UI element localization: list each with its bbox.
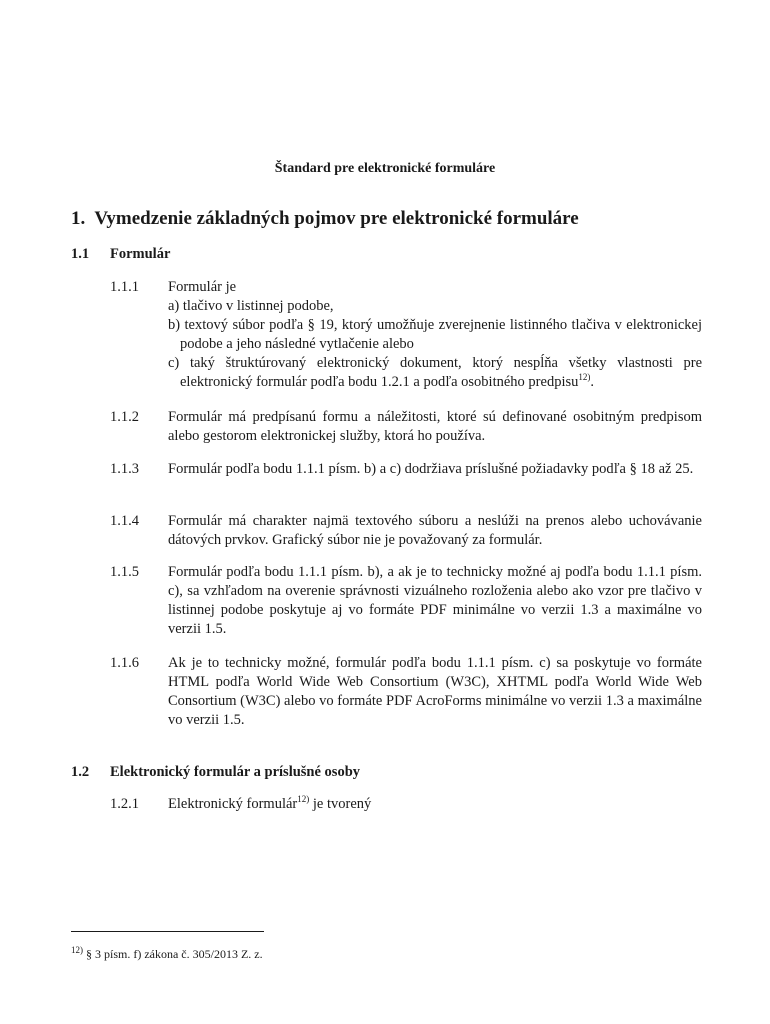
- footnote-reference: 12): [297, 794, 310, 805]
- paragraph-body: Ak je to technicky možné, formulár podľa bodu 1.1.1 písm. c) sa poskytuje vo formáte HTML podľa World Wide Web Consortium (W3C), XHTML podľa World Wide Web Consortium (W3C) alebo vo formáte PDF AcroForms minimálne vo verzii 1.3 a maximálne vo verzii 1.5.: [168, 655, 702, 728]
- subsection-number: 1.2: [71, 764, 90, 780]
- section-number: 1.: [71, 208, 86, 229]
- document-title: Štandard pre elektronické formuláre: [274, 161, 496, 176]
- paragraph-intro: Formulár je: [168, 279, 237, 295]
- list-item-c-text: c) taký štruktúrovaný elektronický dokument, ktorý nespĺňa všetky vlastnosti pre elektronický formulár podľa bodu 1.2.1 a podľa osobitného predpisu: [168, 355, 702, 390]
- paragraph-text: Elektronický formulár: [168, 796, 298, 812]
- paragraph-body: [168, 795, 702, 814]
- paragraph-body: Formulár podľa bodu 1.1.1 písm. b) a c) dodržiava príslušné požiadavky podľa § 18 až 25.: [168, 461, 694, 477]
- paragraph-text-end: je tvorený: [309, 796, 372, 812]
- paragraph-body: Formulár má predpísanú formu a náležitosti, ktoré sú definované osobitným predpisom alebo gestorom elektronickej služby, ktorá ho používa.: [168, 409, 702, 444]
- subsection-number: 1.1: [71, 246, 90, 262]
- list-item-a: a) tlačivo v listinnej podobe,: [168, 298, 334, 314]
- list-item-c-end: .: [590, 374, 594, 390]
- footnote-text: § 3 písm. f) zákona č. 305/2013 Z. z.: [83, 947, 263, 961]
- paragraph-number: 1.1.4: [110, 513, 139, 529]
- paragraph-number: 1.2.1: [110, 796, 139, 812]
- subsection-title: Elektronický formulár a príslušné osoby: [110, 764, 361, 780]
- paragraph-number: 1.1.1: [110, 279, 139, 295]
- footnote-divider: [71, 931, 264, 932]
- paragraph-body: [168, 278, 702, 392]
- subsection-title: Formulár: [110, 246, 171, 262]
- section-heading-1: [71, 208, 579, 230]
- paragraph-number: 1.1.3: [110, 461, 139, 477]
- paragraph-body: Formulár podľa bodu 1.1.1 písm. b), a ak je to technicky možné aj podľa bodu 1.1.1 písm. c), sa vzhľadom na overenie správnosti vizuálneho rozloženia alebo ako vzor pre tlačivo v listinnej podobe poskytuje aj vo formáte PDF minimálne vo verzii 1.3 a maximálne vo verzii 1.5.: [168, 564, 702, 637]
- footnote-reference: 12): [578, 372, 591, 383]
- paragraph-number: 1.1.5: [110, 564, 139, 580]
- paragraph-number: 1.1.6: [110, 655, 139, 671]
- list-item-c: [168, 354, 702, 392]
- footnote-marker: 12): [71, 945, 83, 955]
- paragraph-body: Formulár má charakter najmä textového súboru a neslúži na prenos alebo uchovávanie dátových prvkov. Grafický súbor nie je považovaný za formulár.: [168, 513, 702, 548]
- paragraph-number: 1.1.2: [110, 409, 139, 425]
- list-item-b: b) textový súbor podľa § 19, ktorý umožňuje zverejnenie listinného tlačiva v elektronickej podobe a jeho následné vytlačenie alebo: [168, 317, 702, 352]
- footnote: [71, 947, 263, 962]
- section-title: Vymedzenie základných pojmov pre elektronické formuláre: [94, 208, 579, 229]
